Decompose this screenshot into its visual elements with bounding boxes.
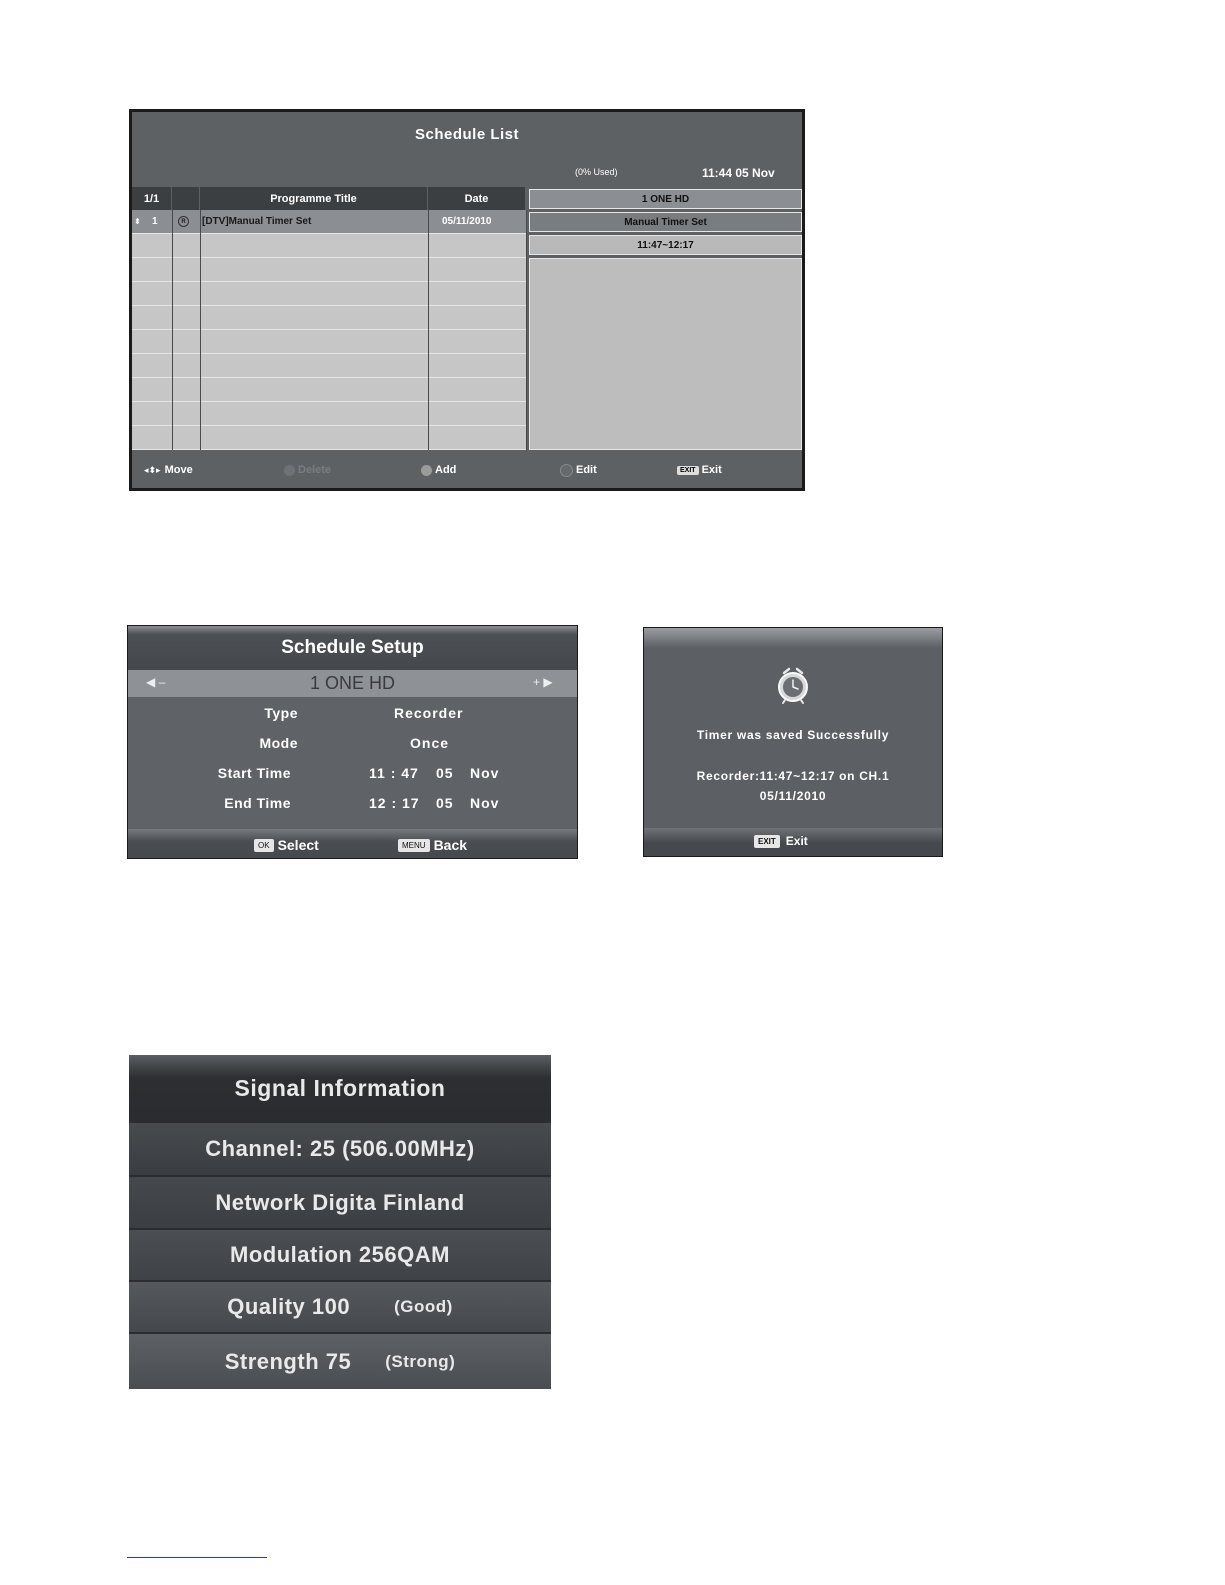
table-row[interactable]: [132, 258, 527, 282]
schedule-list-title: Schedule List: [414, 126, 520, 143]
mode-value[interactable]: Once: [410, 735, 450, 751]
schedule-list-screen: [129, 109, 805, 491]
recorder-type-icon: R: [178, 210, 189, 233]
start-time-label: Start Time: [217, 765, 291, 781]
selected-channel: 1 ONE HD: [309, 673, 396, 693]
info-time: 11:47~12:17: [529, 235, 802, 255]
table-row[interactable]: [132, 210, 527, 234]
signal-quality: [129, 1282, 551, 1334]
network-name: Network Digita Finland: [129, 1177, 551, 1230]
menu-key-icon: MENU: [398, 839, 430, 852]
yellow-key-icon: [560, 464, 573, 477]
current-time: 11:44 05 Nov: [702, 166, 775, 180]
info-event: Manual Timer Set: [529, 212, 802, 232]
type-label: Type: [264, 705, 298, 721]
channel-frequency: Channel: 25 (506.00MHz): [129, 1123, 551, 1177]
type-column-header: [172, 187, 200, 210]
start-month-value[interactable]: Nov: [470, 765, 500, 781]
date-header: Date: [428, 187, 526, 210]
programme-title: [DTV]Manual Timer Set: [202, 216, 312, 227]
decrease-arrow-icon[interactable]: ◀ –: [146, 675, 166, 689]
info-panel: [529, 258, 802, 450]
strength-status: (Strong): [385, 1351, 456, 1371]
timer-detail: Recorder:11:47~12:17 on CH.1: [696, 769, 890, 783]
end-time-label: End Time: [224, 795, 291, 811]
select-button[interactable]: OK Select: [254, 837, 319, 853]
schedule-setup-title: Schedule Setup: [128, 626, 577, 670]
page-divider: [127, 1557, 267, 1558]
table-row[interactable]: [132, 330, 527, 354]
timer-date: 05/11/2010: [759, 789, 827, 803]
alarm-clock-icon: [775, 665, 811, 705]
end-day-value[interactable]: 05: [436, 795, 454, 811]
increase-arrow-icon[interactable]: + ▶: [533, 675, 553, 689]
table-row[interactable]: [132, 426, 527, 450]
navigation-arrows-icon: ◂⬍▸: [144, 464, 161, 475]
delete-button[interactable]: Delete: [284, 462, 331, 478]
storage-usage: (0% Used): [575, 167, 618, 177]
programme-title-header: Programme Title: [200, 187, 428, 210]
add-button[interactable]: Add: [421, 462, 456, 478]
quality-value: Quality 100: [227, 1294, 351, 1319]
channel-selector[interactable]: [128, 670, 577, 697]
move-hint: ◂⬍▸ Move: [144, 464, 193, 476]
setup-footer: [128, 829, 577, 859]
type-value[interactable]: Recorder: [394, 705, 464, 721]
info-channel: 1 ONE HD: [529, 189, 802, 209]
quality-status: (Good): [394, 1297, 453, 1316]
ok-key-icon: OK: [254, 839, 274, 852]
schedule-setup-screen: [127, 625, 578, 859]
table-row[interactable]: [132, 306, 527, 330]
green-key-icon: [421, 465, 432, 476]
row-number: 1: [152, 216, 158, 227]
timer-saved-dialog: [643, 627, 943, 857]
red-key-icon: [284, 465, 295, 476]
exit-key-icon: EXIT: [754, 835, 780, 848]
signal-information-screen: [129, 1055, 551, 1389]
end-time-value[interactable]: 12 : 17: [369, 795, 420, 811]
back-button[interactable]: MENU Back: [398, 837, 467, 853]
table-row[interactable]: [132, 234, 527, 258]
start-day-value[interactable]: 05: [436, 765, 454, 781]
exit-button[interactable]: EXIT Exit: [677, 462, 722, 478]
edit-button[interactable]: Edit: [560, 462, 597, 478]
programme-date: 05/11/2010: [442, 216, 492, 227]
start-time-value[interactable]: 11 : 47: [369, 765, 419, 781]
mode-label: Mode: [259, 735, 298, 751]
table-row[interactable]: [132, 402, 527, 426]
dialog-exit-button[interactable]: EXIT Exit: [754, 834, 808, 848]
schedule-table: [132, 210, 527, 450]
table-row[interactable]: [132, 378, 527, 402]
table-row[interactable]: [132, 282, 527, 306]
signal-info-title: Signal Information: [129, 1055, 551, 1123]
strength-value: Strength 75: [224, 1348, 352, 1374]
page-indicator: 1/1: [132, 187, 172, 210]
saved-message: Timer was saved Successfully: [696, 728, 890, 742]
modulation: Modulation 256QAM: [129, 1230, 551, 1282]
table-row[interactable]: [132, 354, 527, 378]
end-month-value[interactable]: Nov: [470, 795, 500, 811]
exit-key-icon: EXIT: [677, 466, 699, 475]
signal-strength: [129, 1334, 551, 1389]
scroll-arrows-icon: ⬍: [134, 217, 141, 226]
